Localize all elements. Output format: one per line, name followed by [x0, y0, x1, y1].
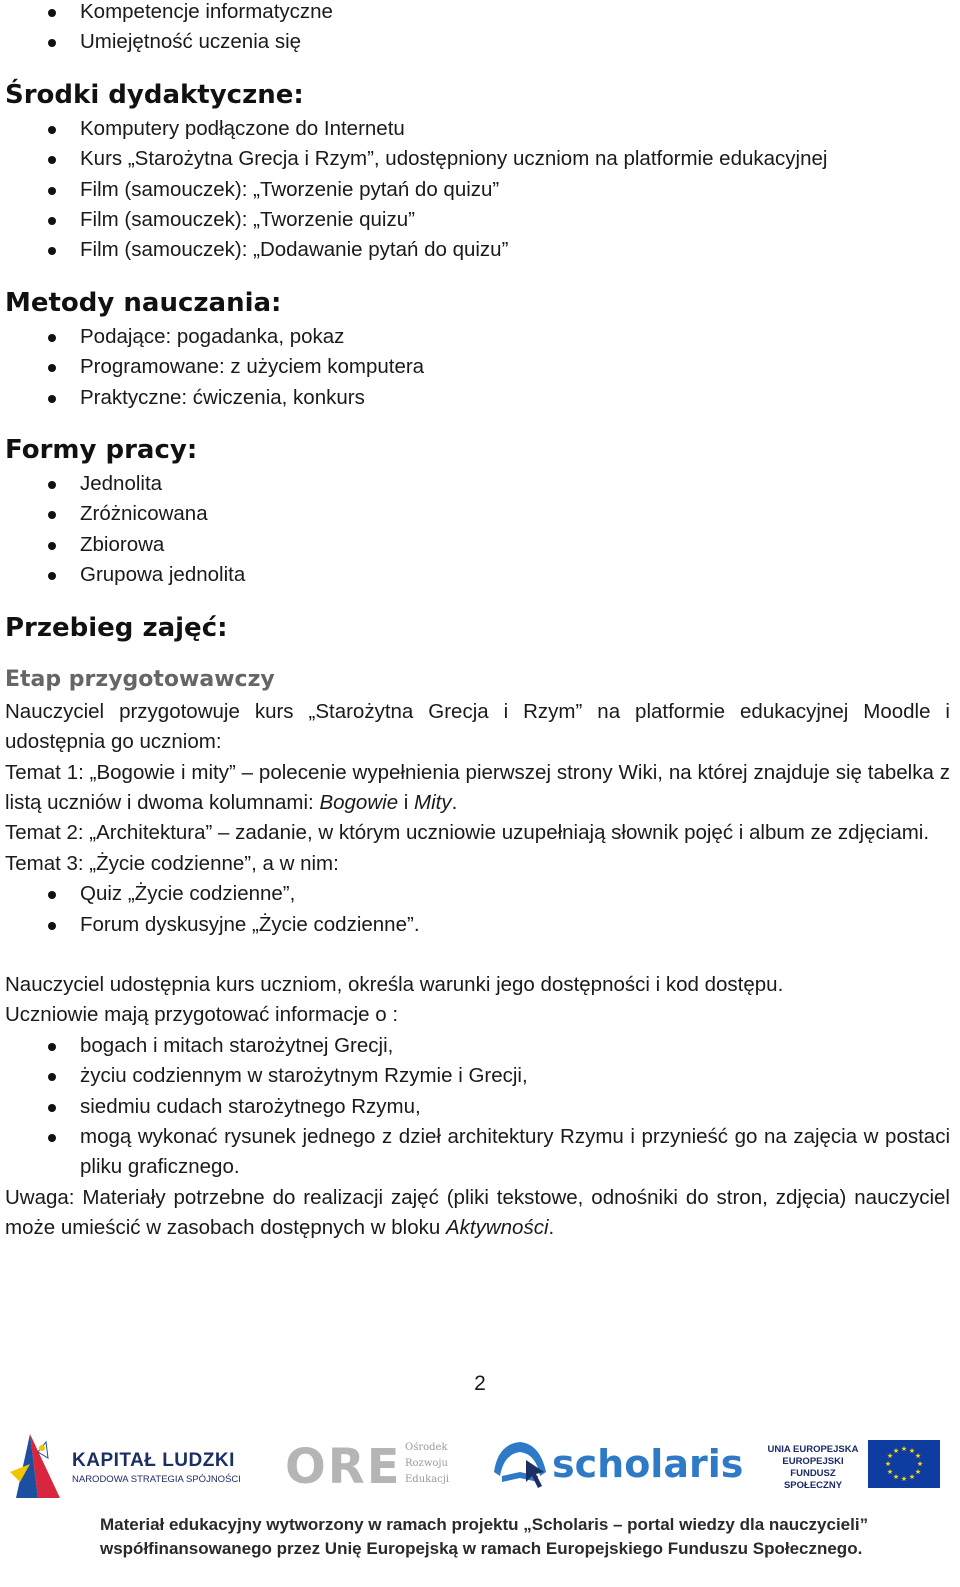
list-item: życiu codziennym w starożytnym Rzymie i Grecji,	[5, 1061, 950, 1091]
paragraph-temat-1	[5, 758, 950, 819]
svg-text:★: ★	[916, 1460, 924, 1468]
scholaris-book-icon	[490, 1432, 552, 1492]
list-item: Programowane: z użyciem komputera	[5, 352, 950, 382]
paragraph-intro: Nauczyciel przygotowuje kurs „Starożytna Grecja i Rzym” na platformie edukacyjnej Moodle i udostępnia go uczniom:	[5, 699, 950, 754]
list-item: Podające: pogadanka, pokaz	[5, 322, 950, 352]
svg-text:★: ★	[892, 1447, 900, 1455]
footer-caption	[100, 1513, 869, 1561]
temat-1-mity: Mity	[414, 790, 452, 814]
paragraph-uczniowie: Uczniowie mają przygotować informacje o :	[5, 1003, 399, 1027]
temat-1-text: Temat 1: „Bogowie i mity” – polecenie wypełnienia pierwszej strony Wiki, na której znajduje się tabelka z listą uczniów i dwoma kolumnami:	[5, 760, 950, 814]
eu-line: UNIA EUROPEJSKA	[767, 1444, 859, 1455]
list-item: Quiz „Życie codzienne”,	[5, 879, 950, 909]
kapital-ludzki-logo	[8, 1428, 248, 1500]
svg-text:★: ★	[914, 1452, 922, 1460]
temat-1-and: i	[398, 790, 415, 814]
uwaga-aktywnosci: Aktywności	[445, 1216, 549, 1240]
section-heading-przebieg: Przebieg zajęć:	[5, 612, 228, 643]
list-item: Komputery podłączone do Internetu	[5, 114, 950, 144]
eu-text	[764, 1444, 862, 1492]
uwaga-dot: .	[548, 1216, 555, 1240]
list-item: Film (samouczek): „Tworzenie pytań do quizu”	[5, 175, 950, 205]
ore-logo	[285, 1438, 465, 1496]
page-number: 2	[474, 1372, 486, 1395]
eu-line: FUNDUSZ SPOŁECZNY	[783, 1468, 843, 1491]
section-heading-formy: Formy pracy:	[5, 435, 198, 466]
paragraph-temat-2: Temat 2: „Architektura” – zadanie, w którym uczniowie uzupełniają słownik pojęć i album ze zdjęciami.	[5, 821, 930, 845]
svg-text:★: ★	[900, 1445, 908, 1453]
list-item: Film (samouczek): „Dodawanie pytań do quizu”	[5, 235, 950, 265]
svg-text:★: ★	[886, 1452, 894, 1460]
list-item: Umiejętność uczenia się	[5, 27, 950, 57]
list-item: Kurs „Starożytna Grecja i Rzym”, udostępniony uczniom na platformie edukacyjnej	[5, 144, 950, 174]
svg-text:★: ★	[892, 1473, 900, 1481]
document-body	[5, 0, 950, 1244]
svg-text:★: ★	[884, 1460, 892, 1468]
ore-letters: ORE	[285, 1439, 402, 1495]
paragraph-udostepnia: Nauczyciel udostępnia kurs uczniom, określa warunki jego dostępności i kod dostępu.	[5, 972, 784, 996]
svg-text:★: ★	[900, 1475, 908, 1483]
svg-text:★: ★	[886, 1468, 894, 1476]
section-heading-metody: Metody nauczania:	[5, 287, 282, 318]
ore-line: Edukacji	[405, 1474, 450, 1485]
list-item: Forum dyskusyjne „Życie codzienne”.	[5, 910, 950, 940]
list-item: Jednolita	[5, 469, 950, 499]
eu-flag-icon	[868, 1440, 940, 1488]
svg-text:★: ★	[908, 1473, 916, 1481]
uwaga-text: Uwaga: Materiały potrzebne do realizacji zajęć (pliki tekstowe, odnośniki do stron, zdjęcia) nauczyciel może umieścić w zasobach dostępnych w bloku	[5, 1185, 950, 1240]
temat-1-bogowie: Bogowie	[319, 790, 399, 814]
kapital-ludzki-title: KAPITAŁ LUDZKI	[72, 1450, 235, 1471]
kapital-ludzki-subtitle: NARODOWA STRATEGIA SPÓJNOŚCI	[72, 1474, 241, 1485]
list-item: Zbiorowa	[5, 530, 950, 560]
list-item: siedmiu cudach starożytnego Rzymu,	[5, 1092, 950, 1122]
list-item: Grupowa jednolita	[5, 560, 950, 590]
scholaris-wordmark: scholaris	[552, 1442, 744, 1486]
paragraph-uwaga	[5, 1183, 950, 1244]
paragraph-temat-3: Temat 3: „Życie codzienne”, a w nim:	[5, 851, 339, 875]
svg-text:★: ★	[914, 1468, 922, 1476]
ore-line: Rozwoju	[405, 1458, 448, 1469]
list-item: Praktyczne: ćwiczenia, konkurs	[5, 383, 950, 413]
list-item: Film (samouczek): „Tworzenie quizu”	[5, 205, 950, 235]
ore-small-text	[405, 1440, 449, 1488]
temat-1-dot: .	[451, 790, 458, 814]
section-heading-srodki: Środki dydaktyczne:	[5, 79, 304, 110]
ore-line: Ośrodek	[405, 1442, 448, 1453]
kapital-ludzki-emblem-icon	[8, 1428, 68, 1500]
eu-line: EUROPEJSKI	[782, 1456, 844, 1467]
list-item: Zróżnicowana	[5, 499, 950, 529]
eu-logo	[764, 1440, 940, 1492]
scholaris-logo	[490, 1432, 744, 1492]
footer-line-1: Materiał edukacyjny wytworzony w ramach projektu „Scholaris – portal wiedzy dla nauczycieli”	[100, 1515, 869, 1534]
subheading-etap: Etap przygotowawczy	[5, 666, 275, 692]
svg-text:★: ★	[908, 1447, 916, 1455]
list-item: Kompetencje informatyczne	[5, 0, 950, 27]
footer-line-2: współfinansowanego przez Unię Europejską w ramach Europejskiego Funduszu Społecznego.	[100, 1539, 863, 1558]
list-item: mogą wykonać rysunek jednego z dzieł architektury Rzymu i przynieść go na zajęcia w postaci pliku graficznego.	[5, 1122, 950, 1183]
list-item: bogach i mitach starożytnej Grecji,	[5, 1031, 950, 1061]
